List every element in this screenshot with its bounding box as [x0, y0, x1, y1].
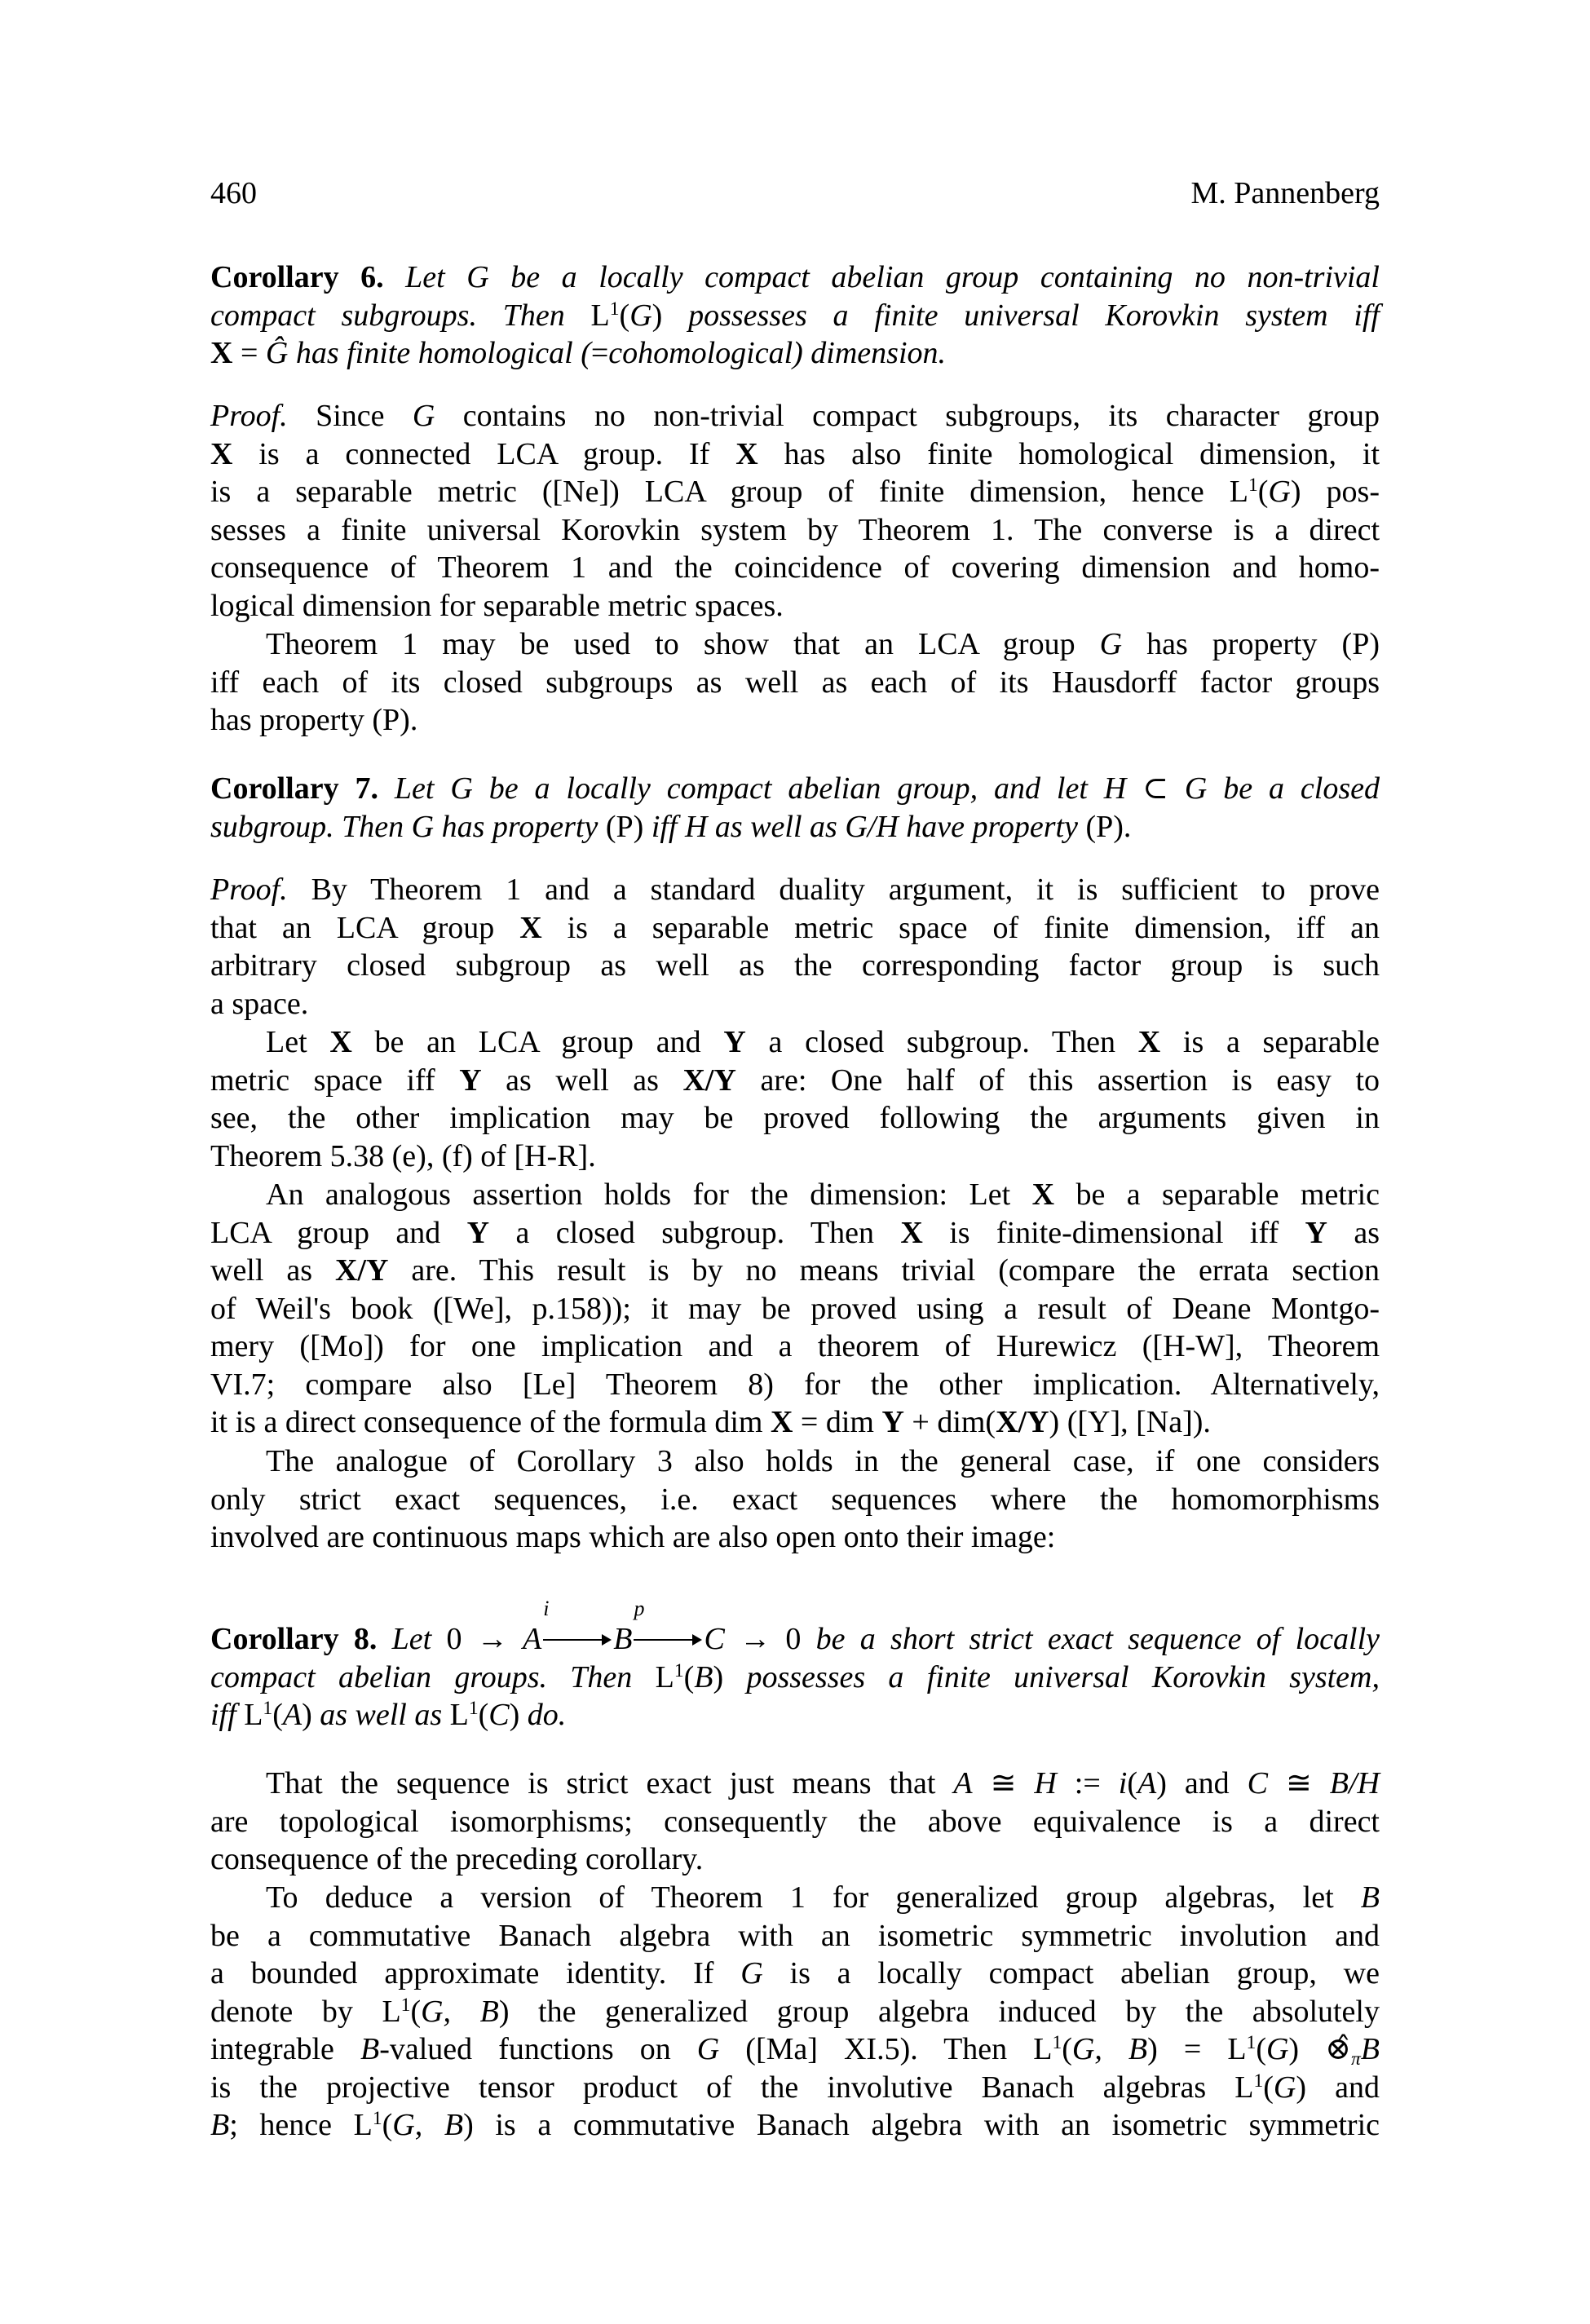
text-run: ( [1062, 2032, 1072, 2066]
text-run: -valued functions on [379, 2032, 697, 2066]
text-line [210, 1993, 1380, 2031]
text-run: be a separable metric [1054, 1177, 1380, 1212]
text-run: is a locally compact abelian group, we [762, 1956, 1380, 1990]
text-run: only strict exact sequences, i.e. exact sequences where the homomorphisms [210, 1482, 1380, 1517]
text-run: G [696, 2032, 720, 2066]
text-line [210, 258, 1380, 297]
text-run: that an LCA group [210, 910, 520, 945]
text-run: logical dimension for separable metric spaces. [210, 588, 784, 623]
text-line [210, 1366, 1380, 1404]
text-run: ; hence L [229, 2108, 373, 2142]
text-run: is a separable metric ([Ne]) LCA group of finite dimension, hence L [210, 475, 1248, 509]
text-run: ) [713, 1659, 724, 1694]
text-run: ( [382, 2108, 393, 2142]
text-run: LCA group and [210, 1215, 467, 1250]
text-run: ⊂ [1126, 771, 1185, 806]
text-run: ≅ [1268, 1766, 1330, 1800]
text-run: iff each of its closed subgroups as well as each of its Hausdorff factor groups [210, 665, 1380, 700]
text-run: Corollary 6. [210, 260, 384, 294]
text-run: see, the other implication may be proved following the arguments given in [210, 1101, 1380, 1135]
text-run: G, B [392, 2108, 464, 2142]
subscript: π [1350, 2048, 1361, 2070]
text-run: G [412, 399, 435, 433]
text-run: Corollary 8. [210, 1622, 378, 1656]
text-run: ) the generalized group algebra induced by the absolutely [498, 1994, 1380, 2029]
superscript: 1 [372, 2108, 382, 2130]
text-run: be a short strict exact sequence of locally [801, 1622, 1380, 1656]
text-run: X [770, 1405, 793, 1439]
text-line [210, 1062, 1380, 1100]
text-run: compact abelian groups. Then [210, 1659, 656, 1694]
text-run: C [488, 1698, 510, 1732]
text-run: Let [377, 1622, 447, 1656]
text-run: X/Y [334, 1253, 389, 1288]
text-run: denote by L [210, 1994, 401, 2029]
text-run: ) [509, 1698, 520, 1732]
text-run: compact subgroups. Then [210, 298, 591, 333]
superscript: 1 [1248, 475, 1258, 497]
text-run: is a connected LCA group. If [232, 436, 736, 471]
running-head-author: M. Pannenberg [1190, 176, 1380, 210]
text-run: mery ([Mo]) for one implication and a theorem of Hurewicz ([H-W], Theorem [210, 1329, 1380, 1363]
text-line [210, 1955, 1380, 1993]
text-line [210, 1099, 1380, 1138]
text-run: arbitrary closed subgroup as well as the corresponding factor group is such [210, 948, 1380, 983]
text-run: G be a closed [1184, 771, 1380, 806]
text-run: ) and [1156, 1766, 1248, 1800]
text-run: be a commutative Banach algebra with an isometric symmetric involution and [210, 1918, 1380, 1953]
text-run: possesses a finite universal Korovkin system iff [662, 298, 1380, 333]
text-run: B [1360, 2032, 1380, 2066]
text-run: consequence of the preceding corollary. [210, 1842, 704, 1876]
text-run: G [1265, 2032, 1289, 2066]
text-run: be an LCA group and [351, 1025, 724, 1059]
text-run: cohomological) dimension. [608, 336, 947, 370]
text-run: L [244, 1698, 263, 1732]
text-line [210, 947, 1380, 985]
text-line [210, 334, 1380, 373]
text-line [210, 473, 1380, 511]
arrow-label: p [634, 1596, 645, 1620]
labeled-arrow-icon [634, 1596, 702, 1640]
text-run: Let [266, 1025, 330, 1059]
text-run: i [1118, 1766, 1128, 1800]
text-line [210, 511, 1380, 550]
text-run: possesses a finite universal Korovkin system, [723, 1659, 1380, 1694]
text-run: X [900, 1215, 923, 1250]
text-run: ( [619, 298, 630, 333]
superscript: 1 [263, 1698, 273, 1720]
text-run: = [590, 336, 609, 370]
text-run: consequence of Theorem 1 and the coincidence of covering dimension and homo- [210, 550, 1380, 585]
text-line [266, 1443, 1380, 1481]
superscript: 1 [468, 1698, 479, 1720]
text-run: 0 → [446, 1622, 523, 1656]
text-line [210, 770, 1380, 808]
text-run: ( [272, 1698, 283, 1732]
text-run: To deduce a version of Theorem 1 for generalized group algebras, let [266, 1880, 1361, 1915]
text-run: well as [210, 1253, 335, 1288]
text-run: + dim( [903, 1405, 996, 1439]
text-run: The analogue of Corollary 3 also holds in the general case, if one considers [266, 1444, 1380, 1478]
text-line [210, 1138, 1380, 1176]
text-run: X [735, 436, 758, 471]
text-run: = [232, 336, 266, 370]
text-line [210, 909, 1380, 948]
superscript: 1 [1253, 2070, 1264, 2092]
superscript: 1 [1246, 2032, 1257, 2054]
text-run: ( [1256, 2032, 1266, 2066]
text-run: iff H as well as G/H have property [643, 809, 1086, 844]
page-number: 460 [210, 176, 257, 210]
text-run: X [519, 910, 542, 945]
text-line [210, 435, 1380, 474]
text-run: A [282, 1698, 303, 1732]
text-run: Y [881, 1405, 904, 1439]
text-run: ( [1257, 475, 1269, 509]
text-line [210, 1403, 1380, 1442]
text-run: ) [651, 298, 663, 333]
text-run: X/Y [996, 1405, 1049, 1439]
text-run: ) ⊗̂ [1288, 2032, 1351, 2066]
text-run: Y [723, 1025, 746, 1059]
text-run: ( [1263, 2070, 1274, 2105]
text-line [266, 1023, 1380, 1062]
text-run: X [1031, 1177, 1055, 1212]
text-run: B [360, 2032, 380, 2066]
text-run: are topological isomorphisms; consequently the above equivalence is a direct [210, 1804, 1380, 1839]
text-run: has also finite homological dimension, it [757, 436, 1380, 471]
text-run: G, B [1071, 2032, 1148, 2066]
text-run: A [1137, 1766, 1157, 1800]
text-run: Let G be a locally compact abelian group containing no non-trivial [383, 260, 1380, 294]
text-run: is a separable metric space of finite dimension, iff an [541, 910, 1380, 945]
text-run: L [655, 1659, 674, 1694]
text-run: a closed subgroup. Then [745, 1025, 1138, 1059]
text-line [210, 2106, 1380, 2145]
text-run: sesses a finite universal Korovkin system by Theorem 1. The converse is a direct [210, 512, 1380, 547]
text-run: are. This result is by no means trivial (compare the errata section [388, 1253, 1380, 1288]
text-run: ( [478, 1698, 489, 1732]
text-line [210, 1659, 1380, 1697]
text-run: X [210, 336, 233, 370]
text-line [210, 808, 1380, 846]
text-run: Proof. [210, 873, 288, 907]
text-run: metric space iff [210, 1063, 460, 1098]
text-run: are: One half of this assertion is easy to [735, 1063, 1380, 1098]
text-line [210, 1290, 1380, 1328]
text-run: ) and [1296, 2070, 1380, 2105]
text-run: is finite-dimensional iff [922, 1215, 1305, 1250]
text-run: B [613, 1622, 633, 1656]
superscript: 1 [674, 1659, 684, 1681]
text-run: (P). [1085, 809, 1132, 844]
text-run: H [1034, 1766, 1057, 1800]
text-run: An analogous assertion holds for the dimension: Let [266, 1177, 1032, 1212]
text-run: X/Y [682, 1063, 736, 1098]
text-run: of Weil's book ([We], p.158)); it may be proved using a result of Deane Montgo- [210, 1291, 1380, 1326]
text-run: ≅ [972, 1766, 1035, 1800]
text-run: Y [466, 1215, 490, 1250]
text-run: ) ([Y], [Na]). [1049, 1405, 1211, 1439]
text-line [210, 664, 1380, 702]
text-line [210, 587, 1380, 625]
text-line [210, 2069, 1380, 2107]
text-run: Y [1305, 1215, 1327, 1250]
text-run: has property (P) [1122, 627, 1380, 661]
text-run: ) [302, 1698, 312, 1732]
text-run: G [629, 298, 652, 333]
text-line [210, 1917, 1380, 1955]
text-run: Since [287, 399, 413, 433]
text-line [210, 1518, 1380, 1557]
text-run: is the projective tensor product of the involutive Banach algebras L [210, 2070, 1254, 2105]
text-line [210, 1214, 1380, 1253]
text-line [210, 397, 1380, 435]
text-run: By Theorem 1 and a standard duality argument, it is sufficient to prove [287, 873, 1380, 907]
text-line [210, 549, 1380, 587]
text-run: has property (P). [210, 703, 418, 737]
text-line [210, 297, 1380, 335]
text-line [266, 1176, 1380, 1214]
superscript: 1 [1052, 2032, 1062, 2054]
text-line [210, 1481, 1380, 1519]
text-run: = dim [793, 1405, 882, 1439]
text-run: A [953, 1766, 973, 1800]
text-run: A [523, 1622, 542, 1656]
text-run: (P) [605, 809, 644, 844]
text-run: as well as [311, 1698, 450, 1732]
text-run: Ĝ has finite homological ( [265, 336, 591, 370]
text-run: Proof. [210, 399, 288, 433]
text-run: G [1273, 2070, 1296, 2105]
text-run: ) pos- [1290, 475, 1380, 509]
text-run: ( [683, 1659, 695, 1694]
text-run: B/H [1329, 1766, 1380, 1800]
text-run: subgroup. Then G has property [210, 809, 606, 844]
text-run: a bounded approximate identity. If [210, 1956, 741, 1990]
text-run: That the sequence is strict exact just means that [266, 1766, 954, 1800]
text-line [210, 1252, 1380, 1290]
text-run: involved are continuous maps which are also open onto their image: [210, 1520, 1056, 1554]
text-run: B [1360, 1880, 1380, 1915]
text-run: ([Ma] XI.5). Then L [719, 2032, 1053, 2066]
text-run: is a separable [1160, 1025, 1380, 1059]
text-run: G, B [421, 1994, 499, 2029]
text-run: ) = L [1147, 2032, 1247, 2066]
text-line [210, 1840, 1380, 1879]
text-line [210, 2030, 1380, 2069]
text-run: as well as [481, 1063, 683, 1098]
text-line [210, 701, 1380, 740]
superscript: 1 [609, 298, 620, 320]
text-run: → 0 [724, 1622, 802, 1656]
text-run: Theorem 5.38 (e), (f) of [H-R]. [210, 1138, 596, 1173]
text-line [266, 1879, 1380, 1917]
text-line [210, 1696, 1380, 1734]
labeled-arrow-icon [543, 1596, 612, 1640]
text-run: ( [1127, 1766, 1137, 1800]
text-run: L [590, 298, 610, 333]
text-run: X [329, 1025, 352, 1059]
text-run: L [449, 1698, 469, 1732]
text-run: Corollary 7. [210, 771, 379, 806]
text-run: as [1327, 1215, 1380, 1250]
text-run: G [740, 1956, 763, 1990]
text-run: contains no non-trivial compact subgroups, its character group [435, 399, 1380, 433]
text-line [210, 1328, 1380, 1366]
arrow-label: i [543, 1596, 550, 1620]
text-run: integrable [210, 2032, 360, 2066]
text-line [266, 625, 1380, 664]
text-run: VI.7; compare also [Le] Theorem 8) for the other implication. Alternatively, [210, 1367, 1380, 1402]
text-run: G [1268, 475, 1291, 509]
text-run: ( [410, 1994, 422, 2029]
text-line [210, 1596, 1380, 1659]
text-run: iff [210, 1698, 245, 1732]
text-run: Y [459, 1063, 482, 1098]
text-line [210, 1803, 1380, 1841]
text-run: C [704, 1622, 725, 1656]
text-run: X [210, 436, 233, 471]
text-run: := [1056, 1766, 1119, 1800]
text-run: a space. [210, 986, 309, 1021]
text-run: G [1099, 627, 1123, 661]
text-run: C [1247, 1766, 1269, 1800]
text-run: B [210, 2108, 230, 2142]
text-run: it is a direct consequence of the formula dim [210, 1405, 771, 1439]
text-line [210, 871, 1380, 909]
text-run: ) is a commutative Banach algebra with an isometric symmetric [463, 2108, 1380, 2142]
text-line [266, 1765, 1380, 1803]
text-run: a closed subgroup. Then [489, 1215, 901, 1250]
text-run: do. [519, 1698, 567, 1732]
text-run: Let G be a locally compact abelian group, and let H [378, 771, 1127, 806]
text-run: B [694, 1659, 713, 1694]
text-run: Theorem 1 may be used to show that an LCA group [266, 627, 1100, 661]
superscript: 1 [400, 1994, 411, 2016]
text-run: X [1137, 1025, 1161, 1059]
text-line [210, 985, 1380, 1023]
